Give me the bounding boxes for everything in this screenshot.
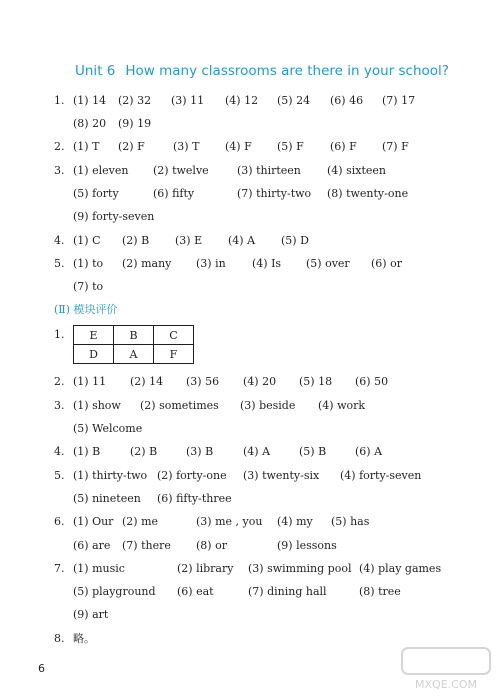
question-number: 6.: [54, 515, 65, 528]
answer-item: (3) me , you: [196, 515, 263, 528]
answer-item: (2) me: [122, 515, 159, 528]
answer-item: (4) 20: [243, 375, 277, 388]
answer-item: (3) swimming pool: [248, 562, 352, 575]
grid-cell: B: [114, 326, 154, 345]
grid-row: [74, 326, 194, 345]
page-title: [75, 63, 449, 79]
question-number: 5.: [54, 469, 65, 482]
answer-item: (5) D: [281, 234, 309, 247]
answer-item: (9) forty-seven: [73, 210, 155, 223]
answer-item: (4) A: [243, 445, 271, 458]
question-number: 7.: [54, 562, 65, 575]
answer-item: (5) playground: [73, 585, 156, 598]
answer-item: (7) F: [382, 140, 409, 153]
answer-item: (1) music: [73, 562, 125, 575]
answer-item: (9) lessons: [277, 539, 337, 552]
question-number: 3.: [54, 164, 65, 177]
answer-item: (4) F: [225, 140, 252, 153]
answer-item: (2) B: [122, 234, 150, 247]
answer-item: (6) eat: [177, 585, 214, 598]
answer-item: (5) over: [306, 257, 350, 270]
unit-label: Unit 6: [75, 63, 116, 79]
answer-item: (2) many: [122, 257, 172, 270]
answer-item: (1) show: [73, 399, 121, 412]
grid-cell: A: [114, 345, 154, 364]
grid-row: [74, 345, 194, 364]
answer-item: (6) F: [330, 140, 357, 153]
question-number: 8.: [54, 632, 65, 645]
question-number: 4.: [54, 445, 65, 458]
answer-item: (3) T: [173, 140, 200, 153]
answer-item: (4) 12: [225, 94, 259, 107]
watermark-text: MXQE.COM: [415, 678, 477, 691]
answer-item: (4) sixteen: [327, 164, 386, 177]
answer-item: (8) 20: [73, 117, 107, 130]
answer-item: (5) 18: [299, 375, 333, 388]
answer-item: (1) T: [73, 140, 100, 153]
question-number: 2.: [54, 375, 65, 388]
answer-item: (5) nineteen: [73, 492, 141, 505]
answer-item: (4) my: [277, 515, 313, 528]
section-heading: (Ⅱ) 模块评价: [54, 303, 118, 316]
question-number: 3.: [54, 399, 65, 412]
answer-item: (2) twelve: [153, 164, 209, 177]
question-number: 4.: [54, 234, 65, 247]
question-number: 1.: [54, 94, 65, 107]
answer-item: (4) Is: [252, 257, 282, 270]
answer-item: (6) or: [371, 257, 402, 270]
answer-item: (1) 11: [73, 375, 107, 388]
answer-item: (3) 11: [171, 94, 205, 107]
answer-item: (6) 50: [355, 375, 389, 388]
answer-item: (5) F: [277, 140, 304, 153]
answer-item: (3) thirteen: [237, 164, 301, 177]
answer-item: (2) forty-one: [157, 469, 227, 482]
answer-item: (6) are: [73, 539, 111, 552]
answer-item: (7) 17: [382, 94, 416, 107]
answer-item: (3) in: [196, 257, 226, 270]
answer-item: (1) 14: [73, 94, 107, 107]
answer-item: (4) A: [228, 234, 256, 247]
grid-cell: E: [74, 326, 114, 345]
answer-item: (3) twenty-six: [243, 469, 320, 482]
answer-grid: [73, 325, 194, 364]
answer-item: (2) F: [118, 140, 145, 153]
answer-item: (6) 46: [330, 94, 364, 107]
answer-item: (7) there: [122, 539, 171, 552]
answer-item: (1) to: [73, 257, 104, 270]
question-number: 2.: [54, 140, 65, 153]
answer-item: (3) beside: [240, 399, 296, 412]
grid-cell: C: [154, 326, 194, 345]
answer-item: (1) C: [73, 234, 101, 247]
answer-item: (1) B: [73, 445, 101, 458]
grid-cell: F: [154, 345, 194, 364]
answer-item: (8) or: [196, 539, 227, 552]
answer-item: (5) B: [299, 445, 327, 458]
answer-item: 略。: [73, 632, 95, 645]
answer-item: (3) E: [175, 234, 203, 247]
question-number: 1.: [54, 328, 65, 341]
answer-item: (1) Our: [73, 515, 114, 528]
answer-item: (7) dining hall: [248, 585, 327, 598]
answer-item: (5) Welcome: [73, 422, 143, 435]
answer-item: (2) 32: [118, 94, 152, 107]
page-number: 6: [38, 662, 45, 675]
answer-item: (2) sometimes: [140, 399, 219, 412]
answer-item: (8) tree: [359, 585, 401, 598]
answer-item: (2) library: [177, 562, 234, 575]
answer-item: (5) forty: [73, 187, 119, 200]
answer-item: (4) play games: [359, 562, 442, 575]
answer-item: (4) work: [318, 399, 366, 412]
answer-item: (9) art: [73, 608, 109, 621]
answer-item: (7) to: [73, 280, 104, 293]
answer-item: (7) thirty-two: [237, 187, 312, 200]
answer-item: (6) A: [355, 445, 383, 458]
question-number: 5.: [54, 257, 65, 270]
answer-item: (8) twenty-one: [327, 187, 409, 200]
answer-item: (6) fifty: [153, 187, 195, 200]
answer-item: (2) B: [130, 445, 158, 458]
answer-item: (1) eleven: [73, 164, 129, 177]
answer-item: (5) has: [331, 515, 370, 528]
answer-item: (9) 19: [118, 117, 152, 130]
unit-question: How many classrooms are there in your school?: [125, 63, 449, 79]
watermark-logo: [400, 646, 492, 692]
answer-item: (4) forty-seven: [340, 469, 422, 482]
answer-item: (5) 24: [277, 94, 311, 107]
answer-item: (3) 56: [186, 375, 220, 388]
answer-item: (2) 14: [130, 375, 164, 388]
answer-item: (1) thirty-two: [73, 469, 148, 482]
answer-item: (3) B: [186, 445, 214, 458]
answer-item: (6) fifty-three: [157, 492, 232, 505]
grid-cell: D: [74, 345, 114, 364]
